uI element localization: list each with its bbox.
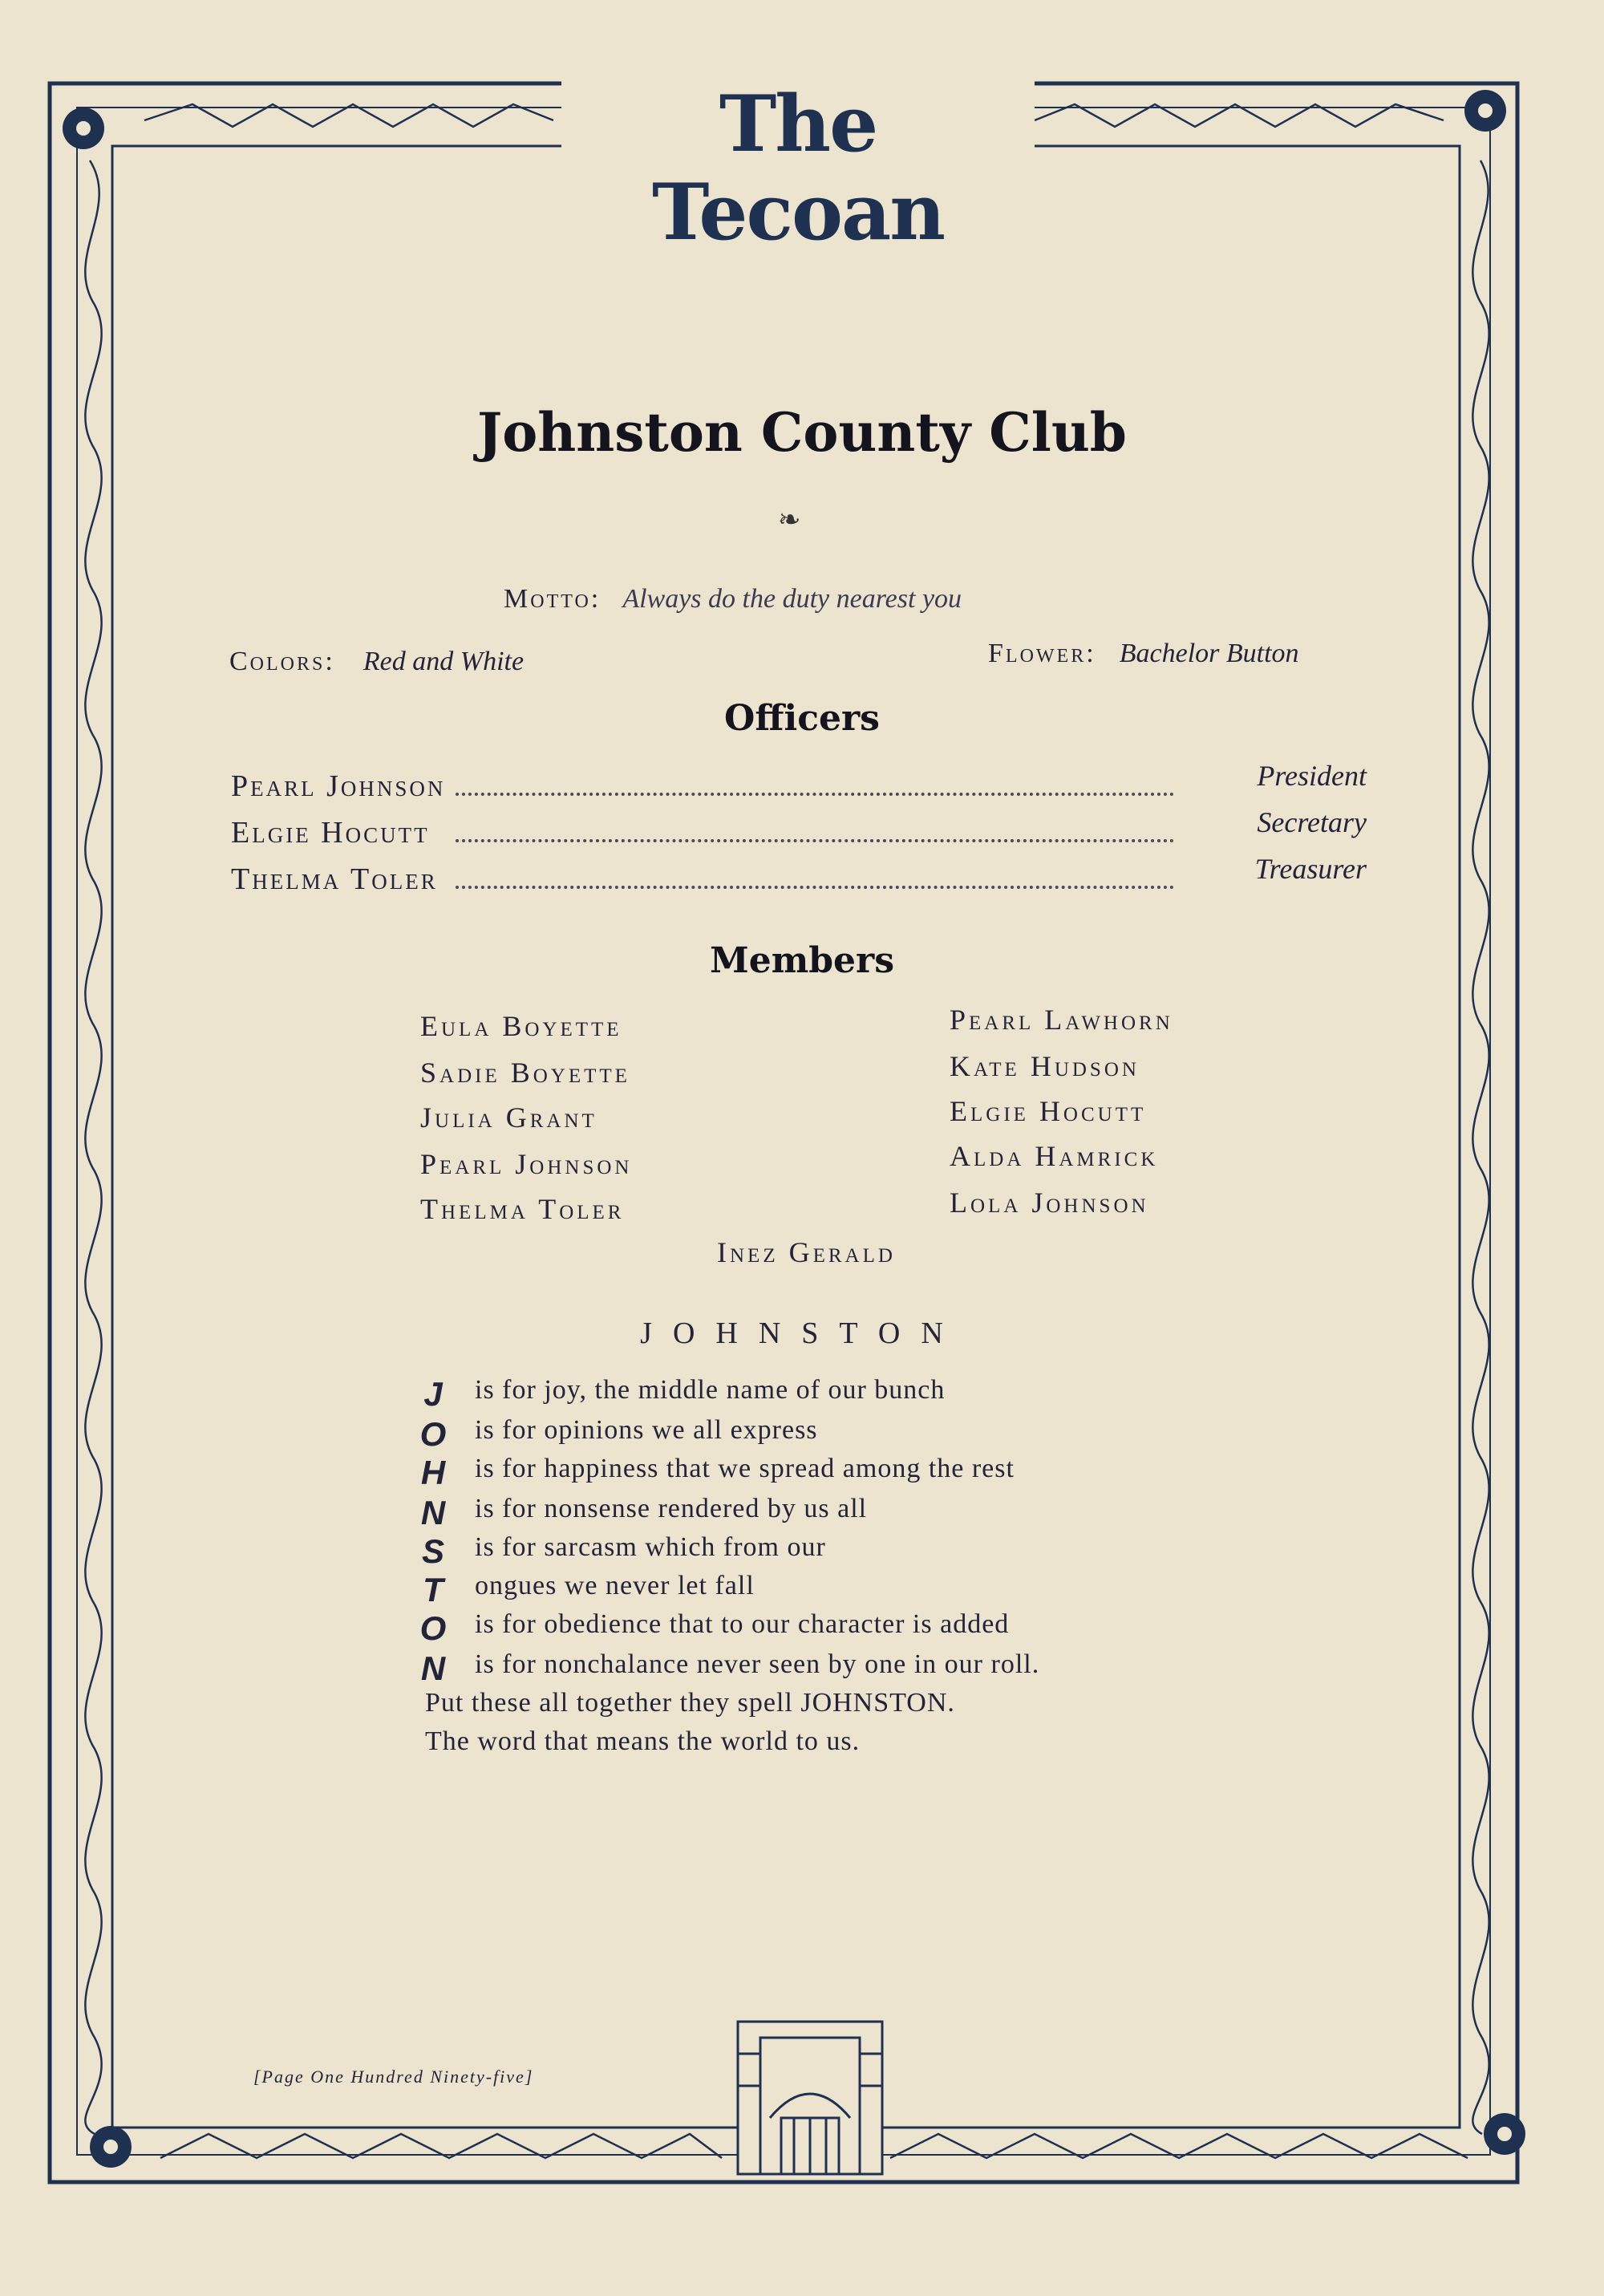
acrostic-letter: O — [419, 1609, 447, 1647]
poem-title: JOHNSTON — [640, 1316, 964, 1350]
officer-name: Thelma Toler — [231, 862, 438, 896]
members-heading: Members — [710, 940, 894, 981]
poem-line: is for nonsense rendered by us all — [475, 1494, 868, 1523]
poem-closing-line: Put these all together they spell JOHNSTON. — [425, 1688, 955, 1718]
officer-title: Treasurer — [1254, 853, 1367, 885]
poem-line: is for opinions we all express — [475, 1415, 818, 1445]
colors-line — [229, 647, 524, 677]
officer-row — [231, 760, 1367, 810]
acrostic-letter: S — [421, 1532, 444, 1570]
officer-name: Elgie Hocutt — [231, 816, 430, 850]
member-name: Alda Hamrick — [950, 1140, 1159, 1172]
motto-value: Always do the duty nearest you — [622, 584, 962, 614]
officer-title: President — [1257, 760, 1367, 792]
member-name: Julia Grant — [420, 1101, 597, 1134]
fleuron-icon: ❧ — [778, 504, 801, 536]
poem-line: is for sarcasm which from our — [475, 1532, 826, 1562]
colors-value: Red and White — [363, 647, 525, 676]
member-name: Inez Gerald — [717, 1236, 896, 1268]
acrostic-letter: H — [420, 1454, 446, 1491]
masthead-title: The Tecoan — [561, 80, 1035, 168]
colors-label: Colors: — [229, 647, 335, 676]
leader-dots — [456, 886, 1174, 889]
member-name: Lola Johnson — [950, 1187, 1149, 1219]
officer-row — [231, 853, 1367, 903]
motto-label: Motto: — [504, 584, 602, 614]
officer-name: Pearl Johnson — [231, 769, 446, 803]
poem-line: is for obedience that to our character is added — [475, 1609, 1010, 1639]
poem-line: ongues we never let fall — [475, 1571, 755, 1600]
flower-value: Bachelor Button — [1119, 639, 1299, 668]
acrostic-letter: T — [423, 1571, 444, 1608]
poem-line: is for joy, the middle name of our bunch — [475, 1375, 946, 1405]
acrostic-letter: N — [420, 1494, 446, 1531]
leader-dots — [456, 839, 1174, 842]
poem-closing-line: The word that means the world to us. — [425, 1726, 861, 1756]
member-name: Eula Boyette — [420, 1010, 622, 1042]
flower-line — [988, 639, 1299, 669]
member-name: Pearl Lawhorn — [950, 1004, 1173, 1036]
page-number-caption: [Page One Hundred Ninety-five] — [253, 2067, 534, 2087]
flower-label: Flower: — [988, 639, 1096, 668]
member-name: Sadie Boyette — [420, 1057, 630, 1089]
poem-line: is for happiness that we spread among the rest — [475, 1454, 1015, 1483]
member-name: Thelma Toler — [420, 1193, 625, 1225]
member-name: Kate Hudson — [950, 1050, 1140, 1082]
member-name: Pearl Johnson — [420, 1148, 633, 1180]
officer-title: Secretary — [1257, 806, 1367, 838]
member-name: Elgie Hocutt — [950, 1095, 1147, 1127]
leader-dots — [456, 793, 1174, 796]
poem-line: is for nonchalance never seen by one in our roll. — [475, 1649, 1040, 1679]
acrostic-letter: N — [420, 1649, 446, 1687]
club-title: Johnston County Club — [477, 401, 1127, 464]
acrostic-letter: O — [419, 1415, 447, 1453]
officer-row — [231, 806, 1367, 857]
motto-line — [504, 584, 962, 615]
officers-heading: Officers — [724, 698, 880, 739]
acrostic-letter: J — [423, 1375, 443, 1413]
